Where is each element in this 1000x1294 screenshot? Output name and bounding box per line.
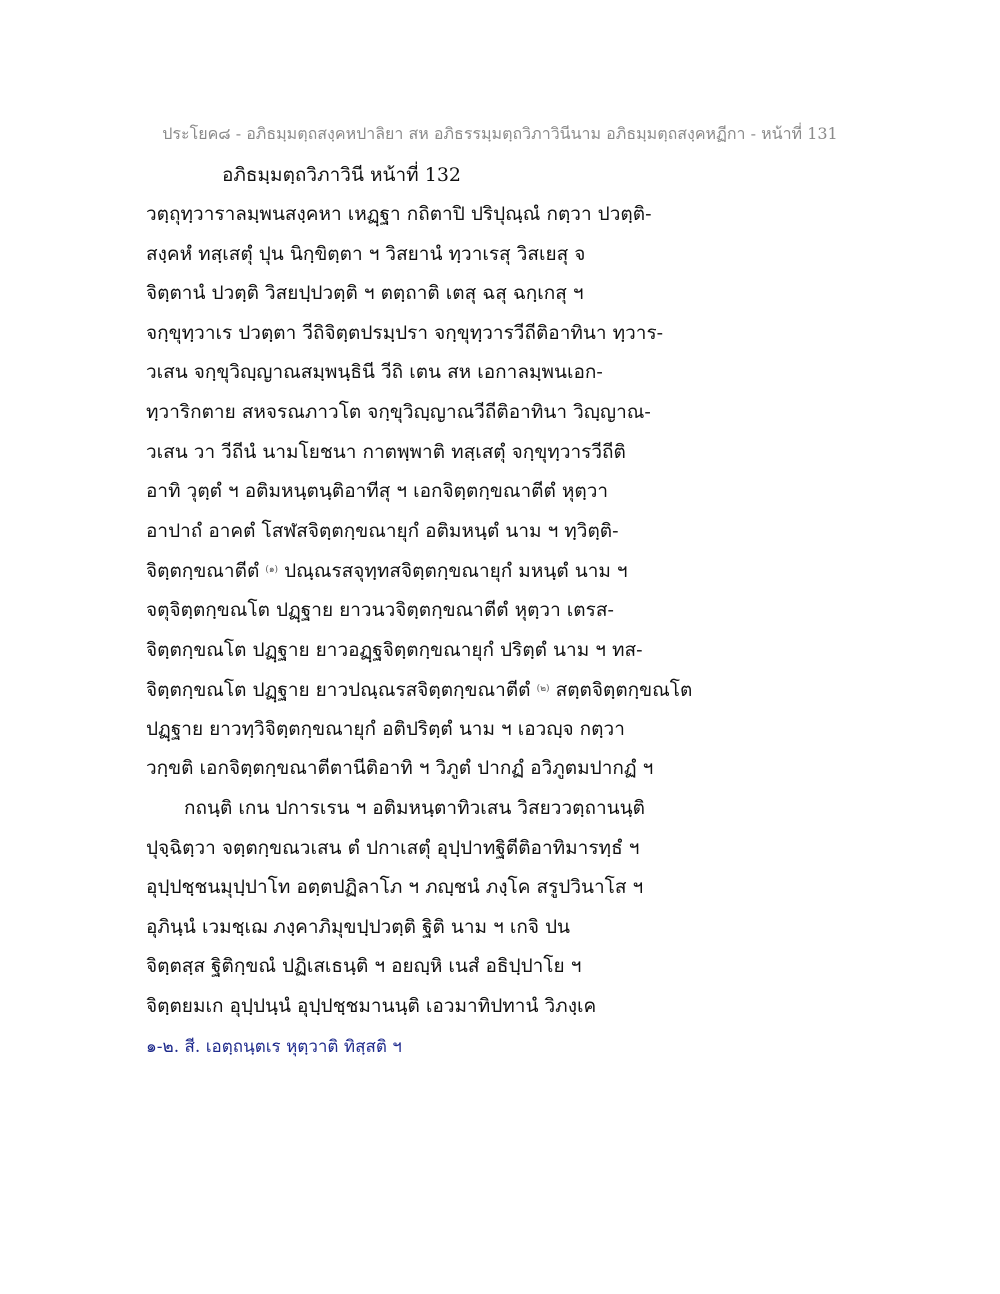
text-line: วเสน จกฺขุวิญฺญาณสมฺพนฺธินี วีถิ เตน สห เอกาลมฺพนเอก- xyxy=(146,361,603,384)
text-line: จตุจิตฺตกฺขณโต ปฏฺฐาย ยาวนวจิตฺตกฺขณาตีตํ หุตฺวา เตรส- xyxy=(146,598,614,621)
text-line: อุภินฺนํ เวมชฺเฌ ภงฺคาภิมุขปฺปวตฺติ ฐิติ นาม ฯ เกจิ ปน xyxy=(146,915,571,938)
body-text xyxy=(146,195,866,1026)
text-line: จกฺขุทฺวาเร ปวตฺตา วีถิจิตฺตปรมฺปรา จกฺขุทฺวารวีถีติอาทินา ทฺวาร- xyxy=(146,321,664,344)
footnote-marker: (๒) xyxy=(536,684,550,695)
text-line: อุปฺปชฺชนมุปฺปาโท อตฺตปฏิลาโภ ฯ ภญฺชนํ ภงฺโค สรูปวินาโส ฯ xyxy=(146,876,644,899)
text-line: อาปาถํ อาคตํ โสฬสจิตฺตกฺขณายุกํ อติมหนฺตํ นาม ฯ ทฺวิตฺติ- xyxy=(146,519,619,542)
page-header: ประโยค๘ - อภิธมฺมตฺถสงฺคหปาลิยา สห อภิธรรมฺมตฺถวิภาวินีนาม อภิธมฺมตฺถสงฺคหฏีกา - หน้าที่ 131 xyxy=(162,124,838,143)
text-line xyxy=(146,670,866,710)
text-line: จิตฺตสฺส ฐิติกฺขณํ ปฏิเสเธนฺติ ฯ อยญฺหิ เนสํ อธิปฺปาโย ฯ xyxy=(146,955,582,978)
text-line: ปุจฺฉิตฺวา จตฺตกฺขณวเสน ตํ ปกาเสตุํ อุปฺปาทฐิตีติอาทิมารทฺธํ ฯ xyxy=(146,836,640,859)
text-segment: สตฺตจิตฺตกฺขณโต xyxy=(555,679,693,702)
paragraph-start-line: กถนฺติ เกน ปการเรน ฯ อติมหนฺตาทิวเสน วิสยววตฺถานนฺติ xyxy=(184,796,645,819)
text-line: จิตฺตกฺขณโต ปฏฺฐาย ยาวอฏฺฐจิตฺตกฺขณายุกํ ปริตฺตํ นาม ฯ ทส- xyxy=(146,638,643,661)
text-line: วตฺถุทฺวาราลมฺพนสงฺคหา เหฏฺฐา กถิตาปิ ปริปุณฺณํ กตฺวา ปวตฺติ- xyxy=(146,203,652,225)
text-segment: ปณฺณรสจุทฺทสจิตฺตกฺขณายุกํ มหนฺตํ นาม ฯ xyxy=(284,560,628,583)
text-line: วกฺขติ เอกจิตฺตกฺขณาตีตานีติอาทิ ฯ วิภูตํ ปากฏํ อวิภูตมปากฏํ ฯ xyxy=(146,757,654,780)
text-line: จิตฺตยมเก อุปฺปนฺนํ อุปฺปชฺชมานนฺติ เอวมาทิปทานํ วิภงฺเค xyxy=(146,994,597,1017)
text-line: วเสน วา วีถีนํ นามโยชนา กาตพฺพาติ ทสฺเสตุํ จกฺขุทฺวารวีถีติ xyxy=(146,440,626,463)
text-line: สงฺคหํ ทสฺเสตุํ ปุน นิกฺขิตฺตา ฯ วิสยานํ ทฺวาเรสุ วิสเยสุ จ xyxy=(146,242,586,265)
section-heading: อภิธมฺมตฺถวิภาวินี หน้าที่ 132 xyxy=(222,164,461,186)
text-line: ทฺวาริกตาย สหจรณภาวโต จกฺขุวิญฺญาณวีถีติอาทินา วิญฺญาณ- xyxy=(146,400,651,423)
text-segment: จิตฺตกฺขณาตีตํ xyxy=(146,560,260,583)
text-segment: จิตฺตกฺขณโต ปฏฺฐาย ยาวปณฺณรสจิตฺตกฺขณาตีตํ xyxy=(146,679,531,702)
text-line: อาทิ วุตฺตํ ฯ อติมหนฺตนฺติอาทีสุ ฯ เอกจิตฺตกฺขณาตีตํ หุตฺวา xyxy=(146,480,609,503)
footnote: ๑-๒. สี. เอตฺถนฺตเร หุตฺวาติ ทิสฺสติ ฯ xyxy=(146,1037,402,1057)
text-line: ปฏฺฐาย ยาวทฺวิจิตฺตกฺขณายุกํ อติปริตฺตํ นาม ฯ เอวญฺจ กตฺวา xyxy=(146,717,625,740)
text-line xyxy=(146,551,866,591)
text-line: จิตฺตานํ ปวตฺติ วิสยปฺปวตฺติ ฯ ตตฺถาติ เตสุ ฉสุ ฉกฺเกสุ ฯ xyxy=(146,282,584,305)
footnote-marker: (๑) xyxy=(265,565,279,576)
